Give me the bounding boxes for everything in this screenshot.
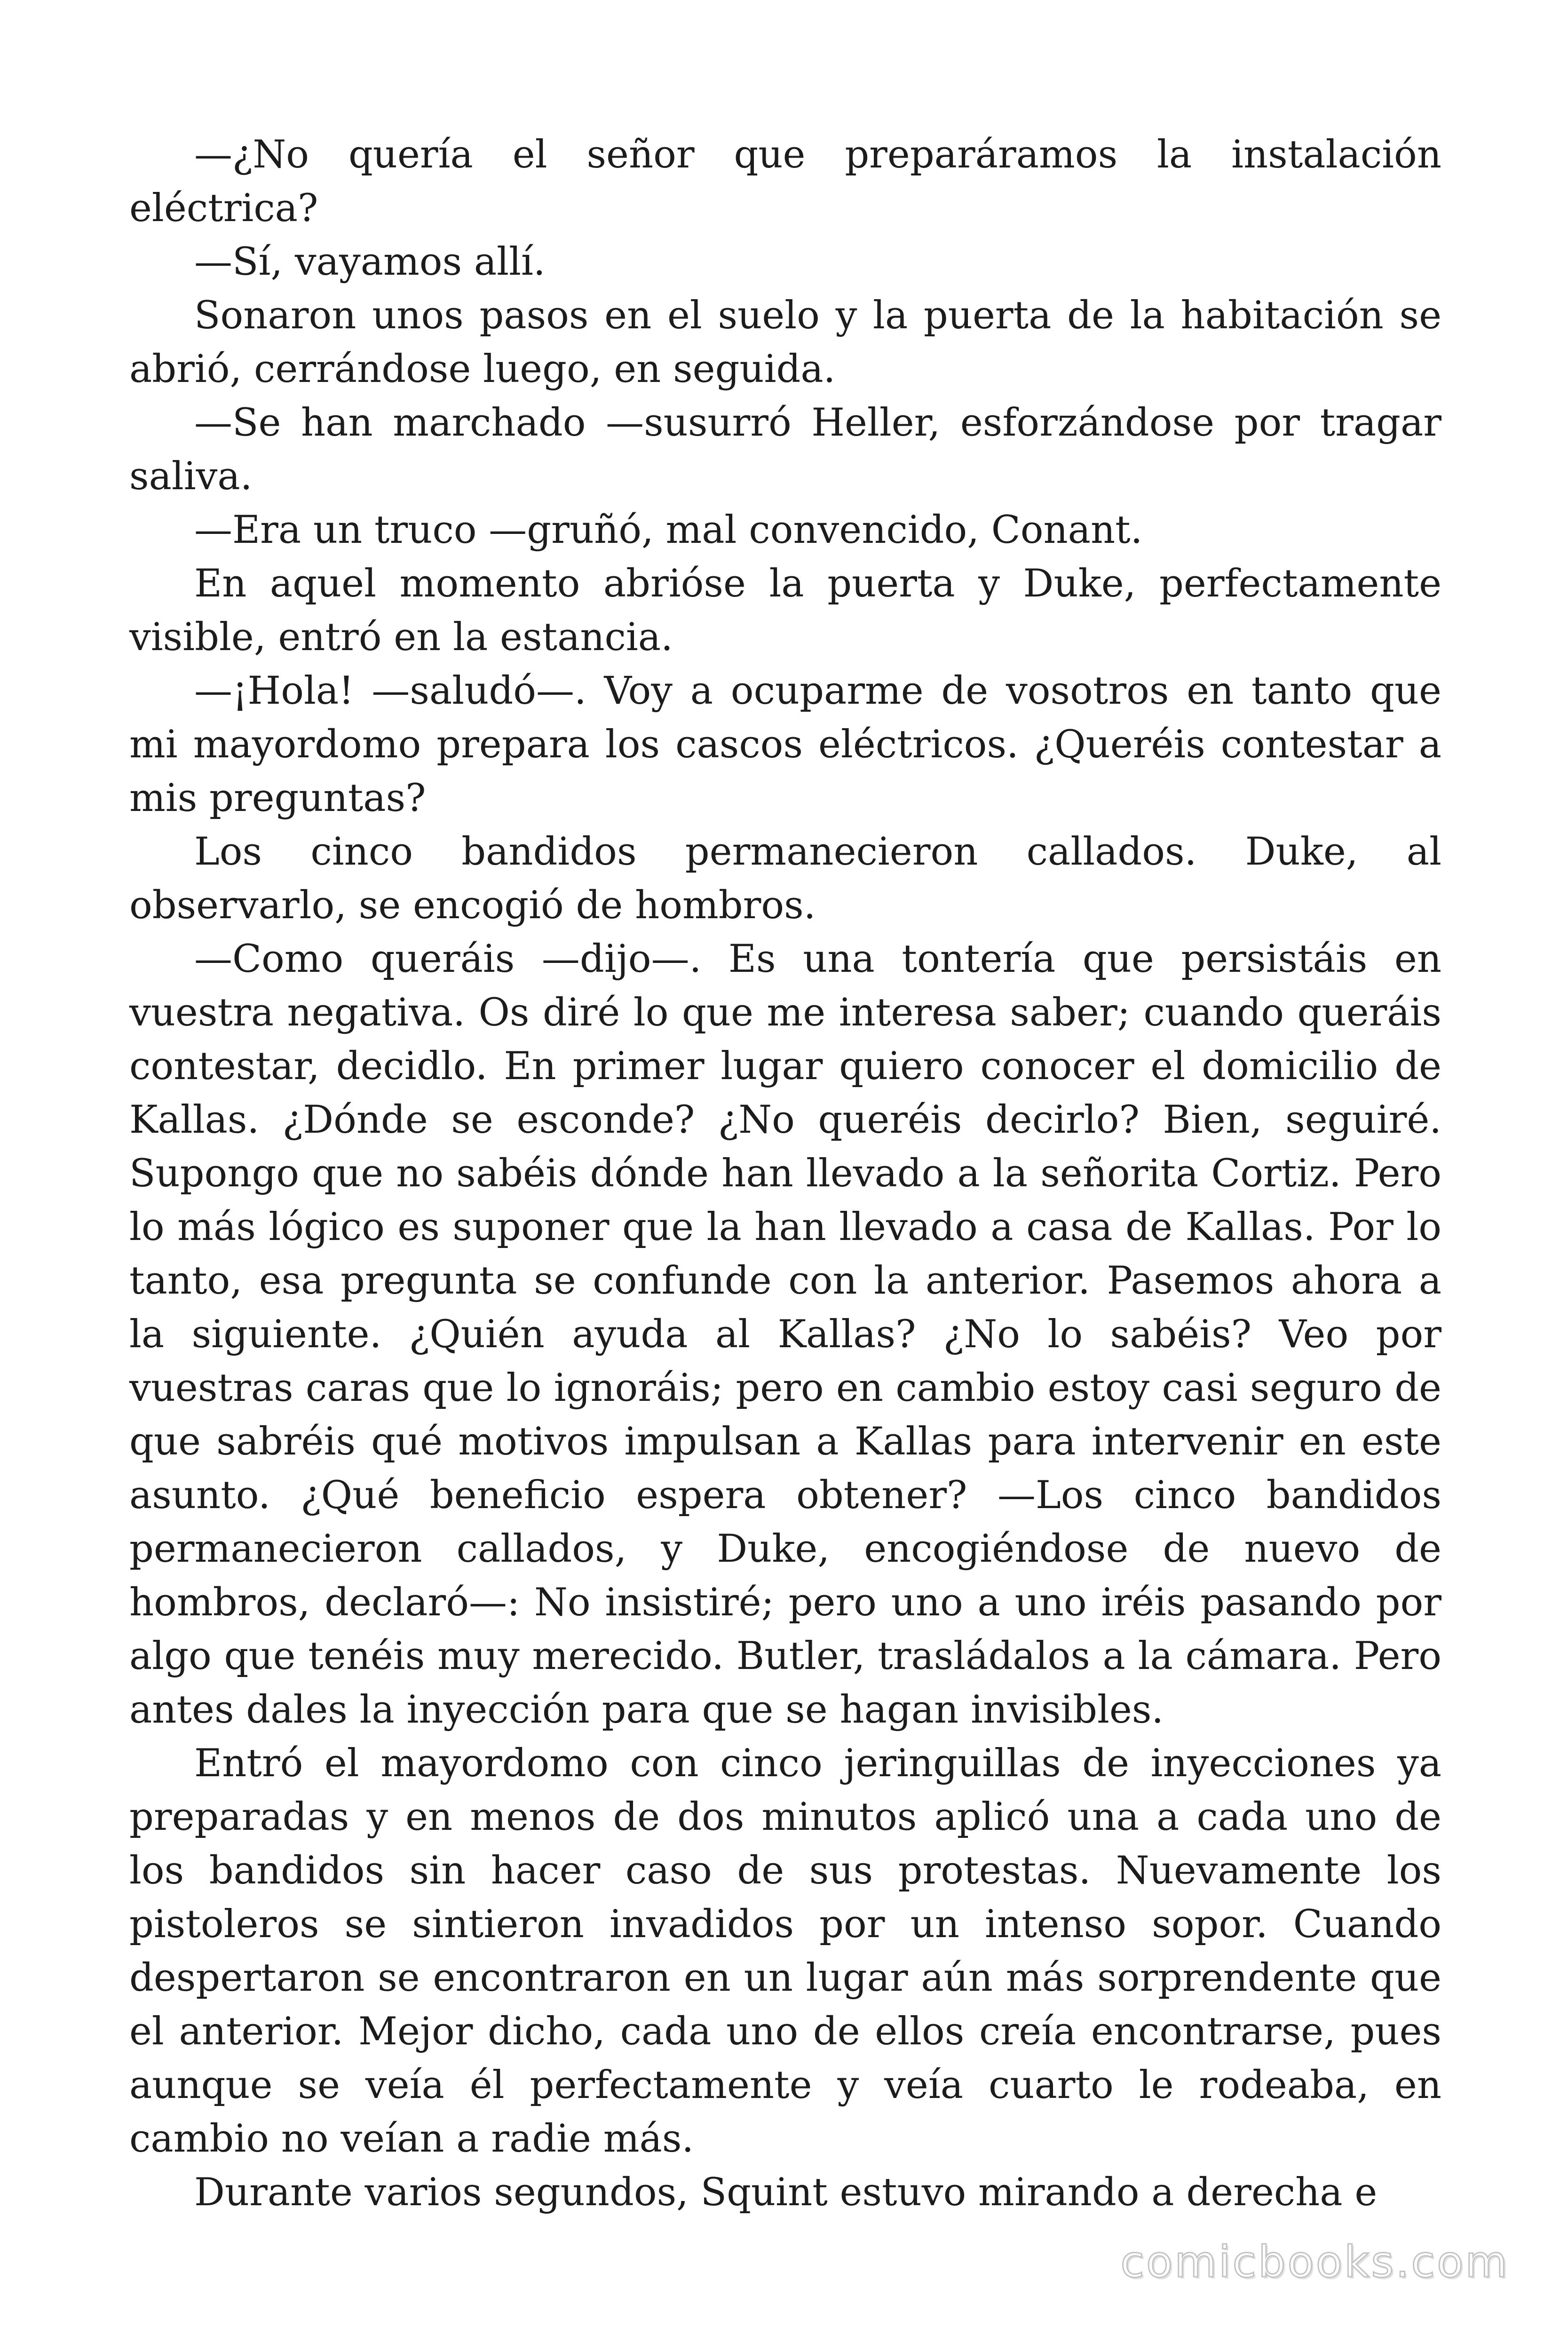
paragraph: Entró el mayordomo con cinco jeringuillas de inyecciones ya preparadas y en menos de dos minutos aplicó una a cada uno de los bandidos sin hacer caso de sus protestas. Nuevamente los pistoleros se sintieron invadidos por un intenso sopor. Cuando despertaron se encontraron en un lugar aún más sorprendente que el anterior. Mejor dicho, cada uno de ellos creía encontrarse, pues aunque se veía él perfectamente y veía cuarto le rodeaba, en cambio no veían a radie más. <box>129 1741 1441 2161</box>
paragraph-last: Durante varios segundos, Squint estuvo mirando a derecha e <box>194 2170 1378 2215</box>
book-page-text <box>129 128 1441 2219</box>
paragraph: —Se han marchado —susurró Heller, esforzándose por tragar saliva. <box>129 401 1441 499</box>
paragraph: —Era un truco —gruñó, mal convencido, Conant. <box>194 508 1143 552</box>
paragraph: —¿No quería el señor que preparáramos la instalación eléctrica? <box>129 133 1441 230</box>
watermark: comicbooks.com <box>1120 2237 1509 2287</box>
paragraph: —¡Hola! —saludó—. Voy a ocuparme de vosotros en tanto que mi mayordomo prepara los cascos eléctricos. ¿Queréis contestar a mis preguntas? <box>129 669 1441 820</box>
paragraph: En aquel momento abrióse la puerta y Duke, perfectamente visible, entró en la estancia. <box>129 562 1441 660</box>
paragraph: —Sí, vayamos allí. <box>194 240 546 284</box>
paragraph: Sonaron unos pasos en el suelo y la puerta de la habitación se abrió, cerrándose luego, en seguida. <box>129 294 1441 391</box>
paragraph: Los cinco bandidos permanecieron callados. Duke, al observarlo, se encogió de hombros. <box>129 830 1441 928</box>
paragraph: —Como queráis —dijo—. Es una tontería que persistáis en vuestra negativa. Os diré lo que me interesa saber; cuando queráis contestar, decidlo. En primer lugar quiero conocer el domicilio de Kallas. ¿Dónde se esconde? ¿No queréis decirlo? Bien, seguiré. Supongo que no sabéis dónde han llevado a la señorita Cortiz. Pero lo más lógico es suponer que la han llevado a casa de Kallas. Por lo tanto, esa pregunta se confunde con la anterior. Pasemos ahora a la siguiente. ¿Quién ayuda al Kallas? ¿No lo sabéis? Veo por vuestras caras que lo ignoráis; pero en cambio estoy casi seguro de que sabréis qué motivos impulsan a Kallas para intervenir en este asunto. ¿Qué beneficio espera obtener? —Los cinco bandidos permanecieron callados, y Duke, encogiéndose de nuevo de hombros, declaró—: No insistiré; pero uno a uno iréis pasando por algo que tenéis muy merecido. Butler, trasládalos a la cámara. Pero antes dales la inyección para que se hagan invisibles. <box>129 937 1441 1732</box>
